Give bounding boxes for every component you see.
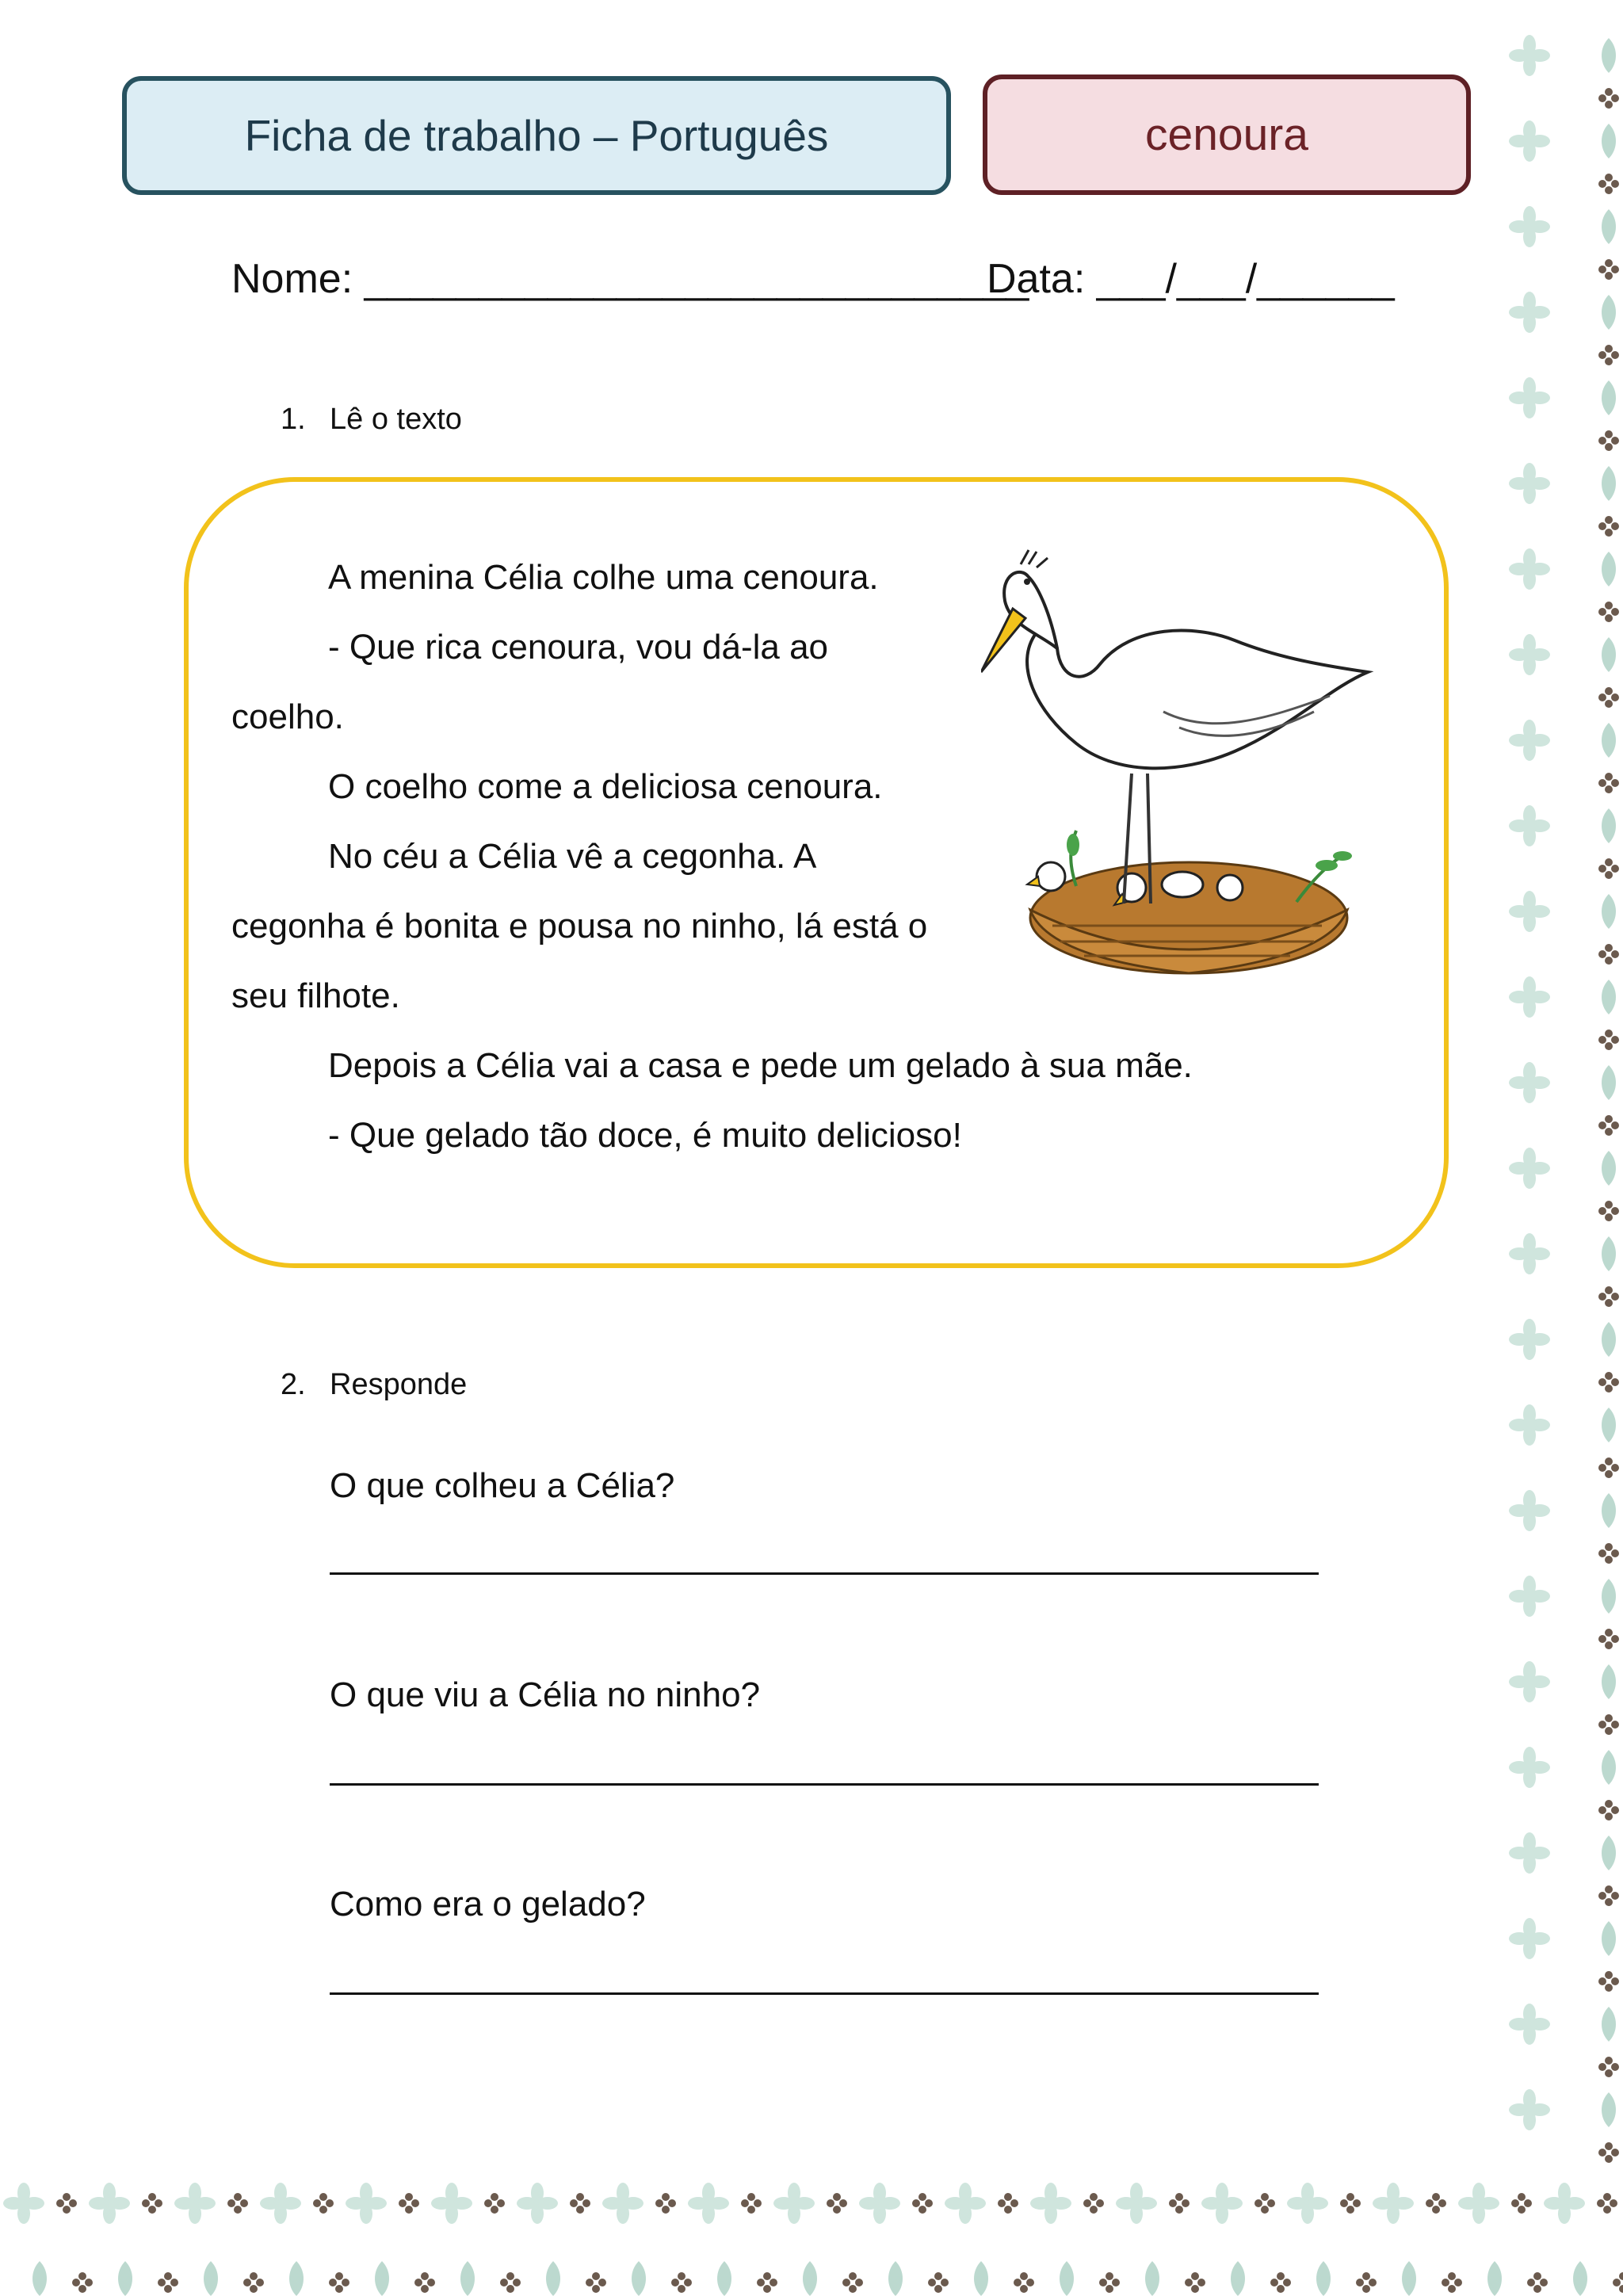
flower-icon [1598,858,1619,879]
worksheet-title: Ficha de trabalho – Português [244,111,829,160]
worksheet-title-box [122,76,951,195]
clover-icon [1544,2183,1585,2224]
flower-icon [842,2272,863,2293]
chick-icon [1027,862,1065,891]
leaf-icon [1316,2261,1331,2296]
clover-icon [1509,2089,1550,2130]
leaf-icon [1145,2261,1159,2296]
clover-icon [1509,1490,1550,1531]
question-3: Como era o gelado? [330,1885,646,1924]
section-2-label: Responde [330,1368,468,1401]
flower-icon [1598,1971,1619,1992]
date-field[interactable]: Data: ___/___/______ [987,256,1395,302]
clover-icon [431,2183,472,2224]
clover-icon [1373,2183,1414,2224]
leaf-icon [546,2261,560,2296]
leaf-icon [1602,1065,1616,1100]
leaf-icon [204,2261,218,2296]
clover-icon [859,2183,900,2224]
key-word-box [983,74,1471,195]
text-line-5: No céu a Célia vê a cegonha. A [328,837,817,876]
answer-line-3[interactable] [330,1992,1319,1995]
flower-icon [1527,2272,1548,2293]
leaf-icon [1602,466,1616,501]
leaf-icon [1602,1236,1616,1271]
flower-icon [1598,1800,1619,1820]
flower-icon [1598,1115,1619,1136]
clover-icon [1030,2183,1071,2224]
text-line-2: - Que rica cenoura, vou dá-la ao [328,628,829,667]
section-1-number: 1. [281,403,306,436]
clover-icon [688,2183,729,2224]
clover-icon [773,2183,815,2224]
leaf-icon [1602,1750,1616,1785]
flower-icon [912,2193,933,2214]
flower-icon [484,2193,505,2214]
clover-icon [1201,2183,1243,2224]
clover-icon [89,2183,130,2224]
clover-icon [1509,1319,1550,1360]
leaf-icon [1573,2261,1587,2296]
clover-icon [174,2183,216,2224]
clover-icon [602,2183,643,2224]
leaf-icon [1602,1836,1616,1870]
section-1-heading [281,403,462,437]
leaf-icon [1602,552,1616,586]
clover-icon [1509,1233,1550,1274]
clover-icon [1509,805,1550,846]
clover-icon [1509,1747,1550,1788]
flower-icon [1185,2272,1205,2293]
text-line-8: Depois a Célia vai a casa e pede um gelado à sua mãe. [328,1046,1193,1085]
name-field[interactable]: Nome: _____________________________ [231,256,1029,302]
flower-icon [827,2193,847,2214]
flower-icon [1598,1201,1619,1221]
clover-icon [1509,463,1550,504]
flower-icon [243,2272,264,2293]
clover-icon [1509,377,1550,418]
clover-icon [1509,35,1550,76]
text-line-3: coelho. [231,697,344,736]
text-line-7: seu filhote. [231,976,400,1015]
clover-icon [1509,1576,1550,1617]
flower-icon [158,2272,178,2293]
stork-in-nest-illustration [981,545,1379,989]
flower-icon [1598,2142,1619,2163]
flower-icon [1014,2272,1034,2293]
leaf-icon [1602,2092,1616,2127]
question-2: O que viu a Célia no ninho? [330,1675,761,1714]
flower-icon [998,2193,1018,2214]
clover-icon [1509,548,1550,590]
leaf-icon [717,2261,731,2296]
flower-icon [1426,2193,1446,2214]
leaf-icon [1487,2261,1502,2296]
clover-icon [1116,2183,1157,2224]
leaf-icon [289,2261,304,2296]
leaf-icon [1060,2261,1074,2296]
leaf-icon [1602,1579,1616,1614]
decorative-border-right [1498,16,1623,2187]
leaf-icon [1602,38,1616,73]
section-1-label: Lê o texto [330,403,462,436]
clover-icon [1509,120,1550,162]
leaf-icon [1602,637,1616,672]
leaf-icon [32,2261,47,2296]
flower-icon [1598,1714,1619,1735]
leaf-icon [888,2261,903,2296]
flower-icon [1598,602,1619,622]
flower-icon [313,2193,334,2214]
flower-icon [1083,2193,1104,2214]
leaf-icon [1602,209,1616,244]
leaf-icon [974,2261,988,2296]
flower-icon [399,2193,419,2214]
leaf-icon [1602,980,1616,1014]
clover-icon [945,2183,986,2224]
clover-icon [517,2183,558,2224]
flower-icon [56,2193,77,2214]
leaf-icon [375,2261,389,2296]
clover-icon [1509,1062,1550,1103]
clover-icon [1509,720,1550,761]
leaf-icon [1602,1322,1616,1357]
flower-icon [1598,1372,1619,1392]
clover-icon [1509,891,1550,932]
clover-icon [3,2183,44,2224]
answer-line-1[interactable] [330,1572,1319,1575]
leaf-icon [632,2261,646,2296]
flower-icon [1598,1885,1619,1906]
leaf-icon [803,2261,817,2296]
clover-icon [1509,976,1550,1018]
chick-icon [1217,875,1243,900]
clover-icon [1509,1832,1550,1874]
clover-icon [1509,2004,1550,2045]
flower-icon [1270,2272,1291,2293]
flower-icon [586,2272,606,2293]
flower-icon [757,2272,777,2293]
flower-icon [1340,2193,1361,2214]
leaf-icon [1602,1493,1616,1528]
leaf-icon [1402,2261,1416,2296]
flower-icon [1598,944,1619,965]
flower-icon [1598,773,1619,793]
clover-icon [1509,1918,1550,1959]
section-2-number: 2. [281,1368,306,1401]
flower-icon [1598,516,1619,537]
flower-icon [1598,345,1619,365]
flower-icon [1598,259,1619,280]
leaf-icon [1602,1664,1616,1699]
clover-icon [1458,2183,1499,2224]
text-line-6: cegonha é bonita e pousa no ninho, lá está o [231,907,928,946]
flower-icon [1598,1286,1619,1307]
text-line-9: - Que gelado tão doce, é muito delicioso! [328,1116,962,1155]
flower-icon [1254,2193,1275,2214]
flower-icon [1597,2193,1617,2214]
flower-icon [329,2272,349,2293]
flower-icon [227,2193,248,2214]
flower-icon [1356,2272,1377,2293]
flower-icon [1598,88,1619,109]
clover-icon [1509,1404,1550,1446]
answer-line-2[interactable] [330,1783,1319,1786]
flower-icon [1598,2057,1619,2077]
leaf-icon [1602,1921,1616,1956]
flower-icon [72,2272,93,2293]
section-2-heading [281,1368,467,1402]
flower-icon [1613,2272,1623,2293]
flower-icon [500,2272,521,2293]
leaf-icon [1602,1408,1616,1442]
egg-icon [1162,872,1203,897]
clover-icon [1509,292,1550,333]
flower-icon [928,2272,949,2293]
flower-icon [570,2193,590,2214]
flower-icon [741,2193,762,2214]
flower-icon [414,2272,435,2293]
flower-icon [1598,174,1619,194]
flower-icon [1099,2272,1120,2293]
clover-icon [1509,1661,1550,1702]
clover-icon [260,2183,301,2224]
flower-icon [655,2193,676,2214]
flower-icon [1598,687,1619,708]
key-word: cenoura [1145,109,1308,160]
leaf-icon [1602,894,1616,929]
flower-icon [1442,2272,1462,2293]
text-line-4: O coelho come a deliciosa cenoura. [328,767,883,806]
flower-icon [1598,430,1619,451]
flower-icon [1169,2193,1190,2214]
leaf-icon [1602,723,1616,758]
leaf-icon [1602,124,1616,159]
clover-icon [346,2183,387,2224]
flower-icon [142,2193,162,2214]
leaf-icon [1602,295,1616,330]
clover-icon [1509,206,1550,247]
clover-icon [1509,634,1550,675]
flower-icon [1598,1629,1619,1649]
clover-icon [1509,1148,1550,1189]
leaf-icon [1602,2007,1616,2042]
leaf-icon [118,2261,132,2296]
leaf-icon [1231,2261,1245,2296]
leaf-icon [460,2261,475,2296]
clover-icon [1287,2183,1328,2224]
leaf-icon [1602,1151,1616,1186]
flower-icon [1598,1030,1619,1050]
flower-icon [671,2272,692,2293]
leaf-icon [1602,808,1616,843]
question-1: O que colheu a Célia? [330,1466,675,1505]
flower-icon [1598,1543,1619,1564]
flower-icon [1598,1457,1619,1478]
flower-icon [1511,2193,1532,2214]
text-line-1: A menina Célia colhe uma cenoura. [328,558,879,597]
decorative-border-bottom [0,2172,1623,2296]
leaf-icon [1602,380,1616,415]
